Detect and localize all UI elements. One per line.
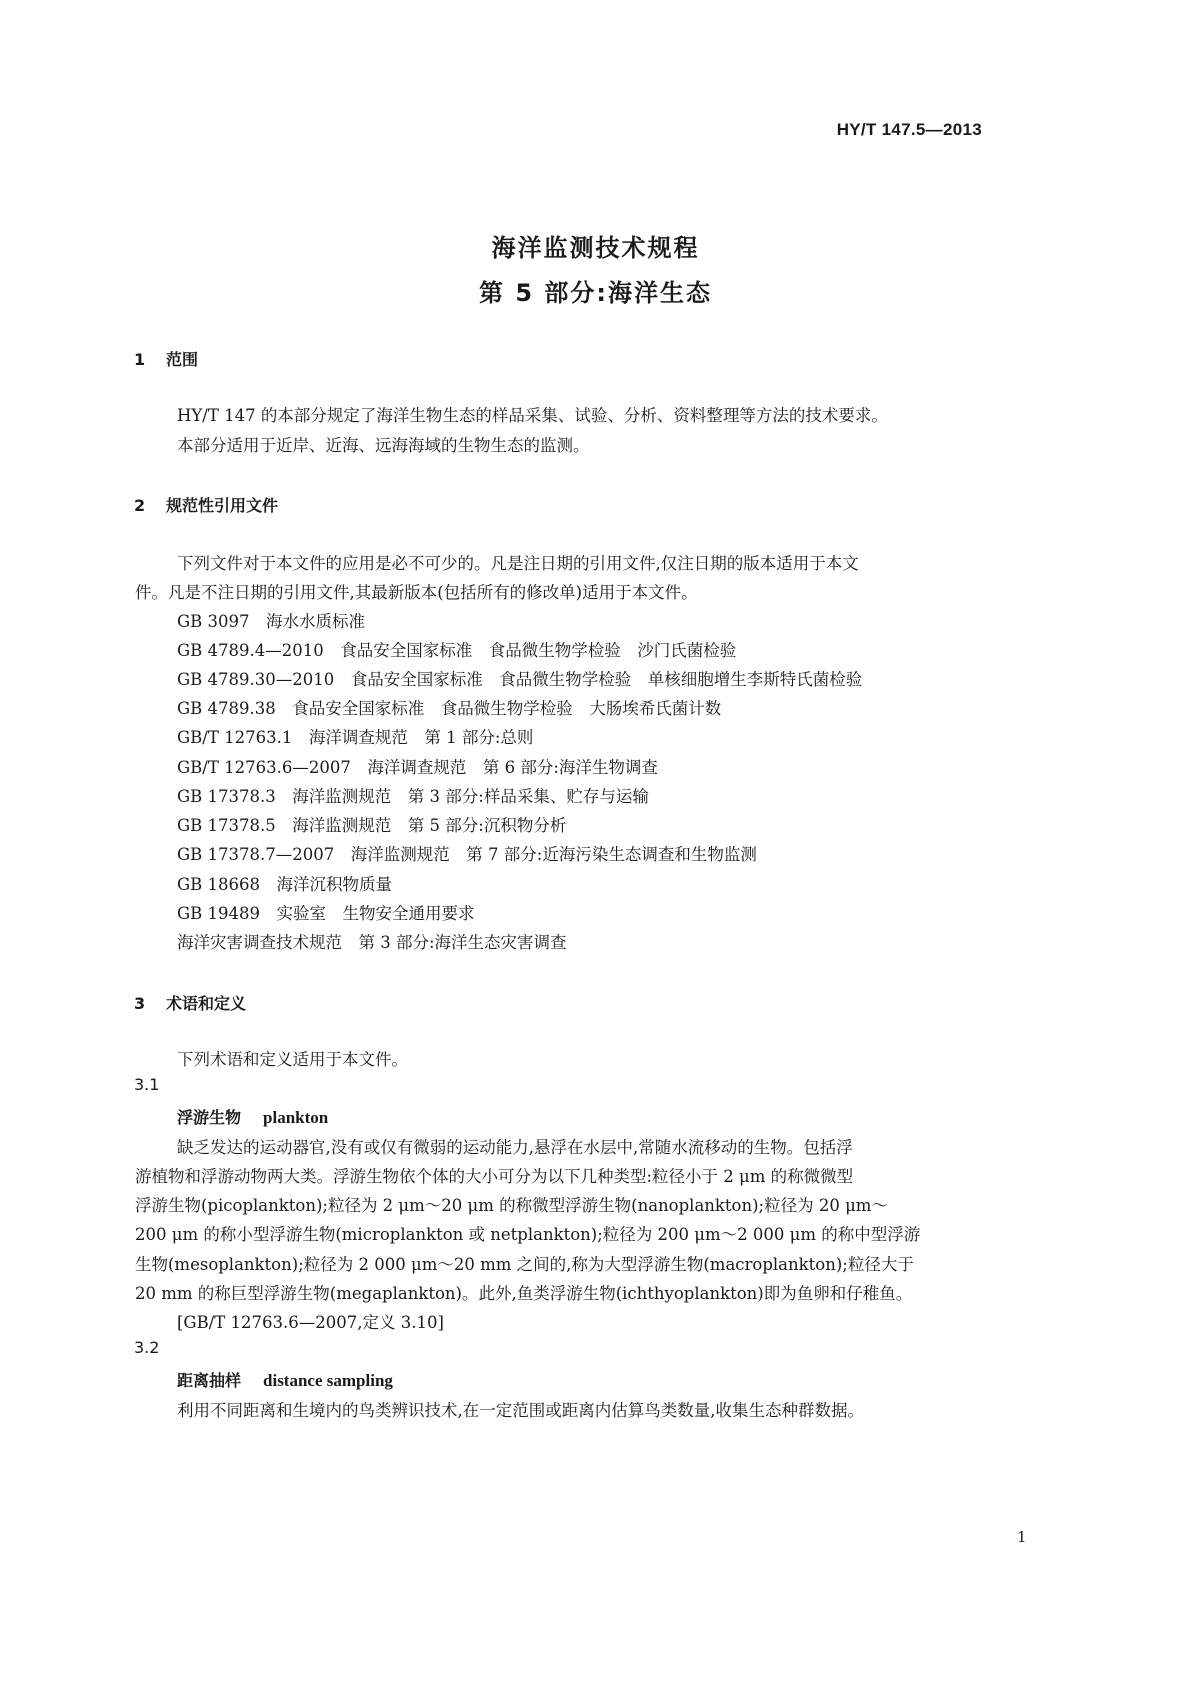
standard-code: HY/T 147.5—2013 <box>836 120 982 139</box>
reference-item: GB 18668 海洋沉积物质量 <box>177 875 393 894</box>
term-english: distance sampling <box>263 1371 393 1390</box>
section-number: 1 <box>134 350 146 369</box>
reference-item: GB/T 12763.6—2007 海洋调查规范 第 6 部分:海洋生物调查 <box>177 758 658 777</box>
definition-line: 浮游生物(picoplankton);粒径为 2 μm～20 μm 的称微型浮游生物(nanoplankton);粒径为 20 μm～ <box>135 1196 888 1215</box>
reference-item: GB 4789.30—2010 食品安全国家标准 食品微生物学检验 单核细胞增生李斯特氏菌检验 <box>177 670 863 689</box>
definition-line: 游植物和浮游动物两大类。浮游生物依个体的大小可分为以下几种类型:粒径小于 2 μm 的称微微型 <box>135 1167 854 1186</box>
terms-intro: 下列术语和定义适用于本文件。 <box>177 1050 408 1069</box>
definition-line: 200 μm 的称小型浮游生物(microplankton 或 netplankton);粒径为 200 μm～2 000 μm 的称中型浮游 <box>135 1225 921 1244</box>
reference-item: GB 4789.4—2010 食品安全国家标准 食品微生物学检验 沙门氏菌检验 <box>177 641 737 660</box>
term-heading <box>177 1105 328 1128</box>
section-title: 规范性引用文件 <box>166 496 279 515</box>
definition-source: [GB/T 12763.6—2007,定义 3.10] <box>177 1313 444 1332</box>
section-title: 术语和定义 <box>166 994 247 1013</box>
section-2-heading <box>134 493 278 516</box>
definition-line: 20 mm 的称巨型浮游生物(megaplankton)。此外,鱼类浮游生物(ichthyoplankton)即为鱼卵和仔稚鱼。 <box>135 1284 913 1303</box>
references-intro: 件。凡是不注日期的引用文件,其最新版本(包括所有的修改单)适用于本文件。 <box>135 583 698 602</box>
reference-item: 海洋灾害调查技术规范 第 3 部分:海洋生态灾害调查 <box>177 933 567 952</box>
reference-item: GB 19489 实验室 生物安全通用要求 <box>177 904 475 923</box>
section-title: 范围 <box>166 350 199 369</box>
reference-item: GB 4789.38 食品安全国家标准 食品微生物学检验 大肠埃希氏菌计数 <box>177 699 722 718</box>
term-english: plankton <box>263 1108 329 1127</box>
term-heading <box>177 1368 393 1391</box>
scope-paragraph: 本部分适用于近岸、近海、远海海域的生物生态的监测。 <box>177 436 590 455</box>
section-3-heading <box>134 991 246 1014</box>
page-number: 1 <box>1017 1528 1027 1546</box>
reference-item: GB 3097 海水水质标准 <box>177 612 366 631</box>
reference-item: GB/T 12763.1 海洋调查规范 第 1 部分:总则 <box>177 728 534 747</box>
reference-item: GB 17378.5 海洋监测规范 第 5 部分:沉积物分析 <box>177 816 567 835</box>
clause-number: 3.1 <box>134 1075 160 1094</box>
term-chinese: 浮游生物 <box>177 1108 242 1127</box>
document-subtitle: 第 5 部分:海洋生态 <box>478 279 712 307</box>
section-number: 3 <box>134 994 146 1013</box>
scope-paragraph: HY/T 147 的本部分规定了海洋生物生态的样品采集、试验、分析、资料整理等方法的技术要求。 <box>177 406 888 425</box>
section-number: 2 <box>134 496 146 515</box>
term-chinese: 距离抽样 <box>177 1371 242 1390</box>
definition-line: 缺乏发达的运动器官,没有或仅有微弱的运动能力,悬浮在水层中,常随水流移动的生物。包括浮 <box>177 1138 853 1157</box>
references-intro: 下列文件对于本文件的应用是必不可少的。凡是注日期的引用文件,仅注日期的版本适用于本文 <box>177 554 859 573</box>
definition-line: 利用不同距离和生境内的鸟类辨识技术,在一定范围或距离内估算鸟类数量,收集生态种群数据。 <box>177 1401 864 1420</box>
reference-item: GB 17378.3 海洋监测规范 第 3 部分:样品采集、贮存与运输 <box>177 787 649 806</box>
definition-line: 生物(mesoplankton);粒径为 2 000 μm～20 mm 之间的,称为大型浮游生物(macroplankton);粒径大于 <box>135 1255 914 1274</box>
reference-item: GB 17378.7—2007 海洋监测规范 第 7 部分:近海污染生态调查和生物监测 <box>177 845 757 864</box>
clause-number: 3.2 <box>134 1338 160 1357</box>
section-1-heading <box>134 347 198 370</box>
document-title: 海洋监测技术规程 <box>491 234 700 262</box>
